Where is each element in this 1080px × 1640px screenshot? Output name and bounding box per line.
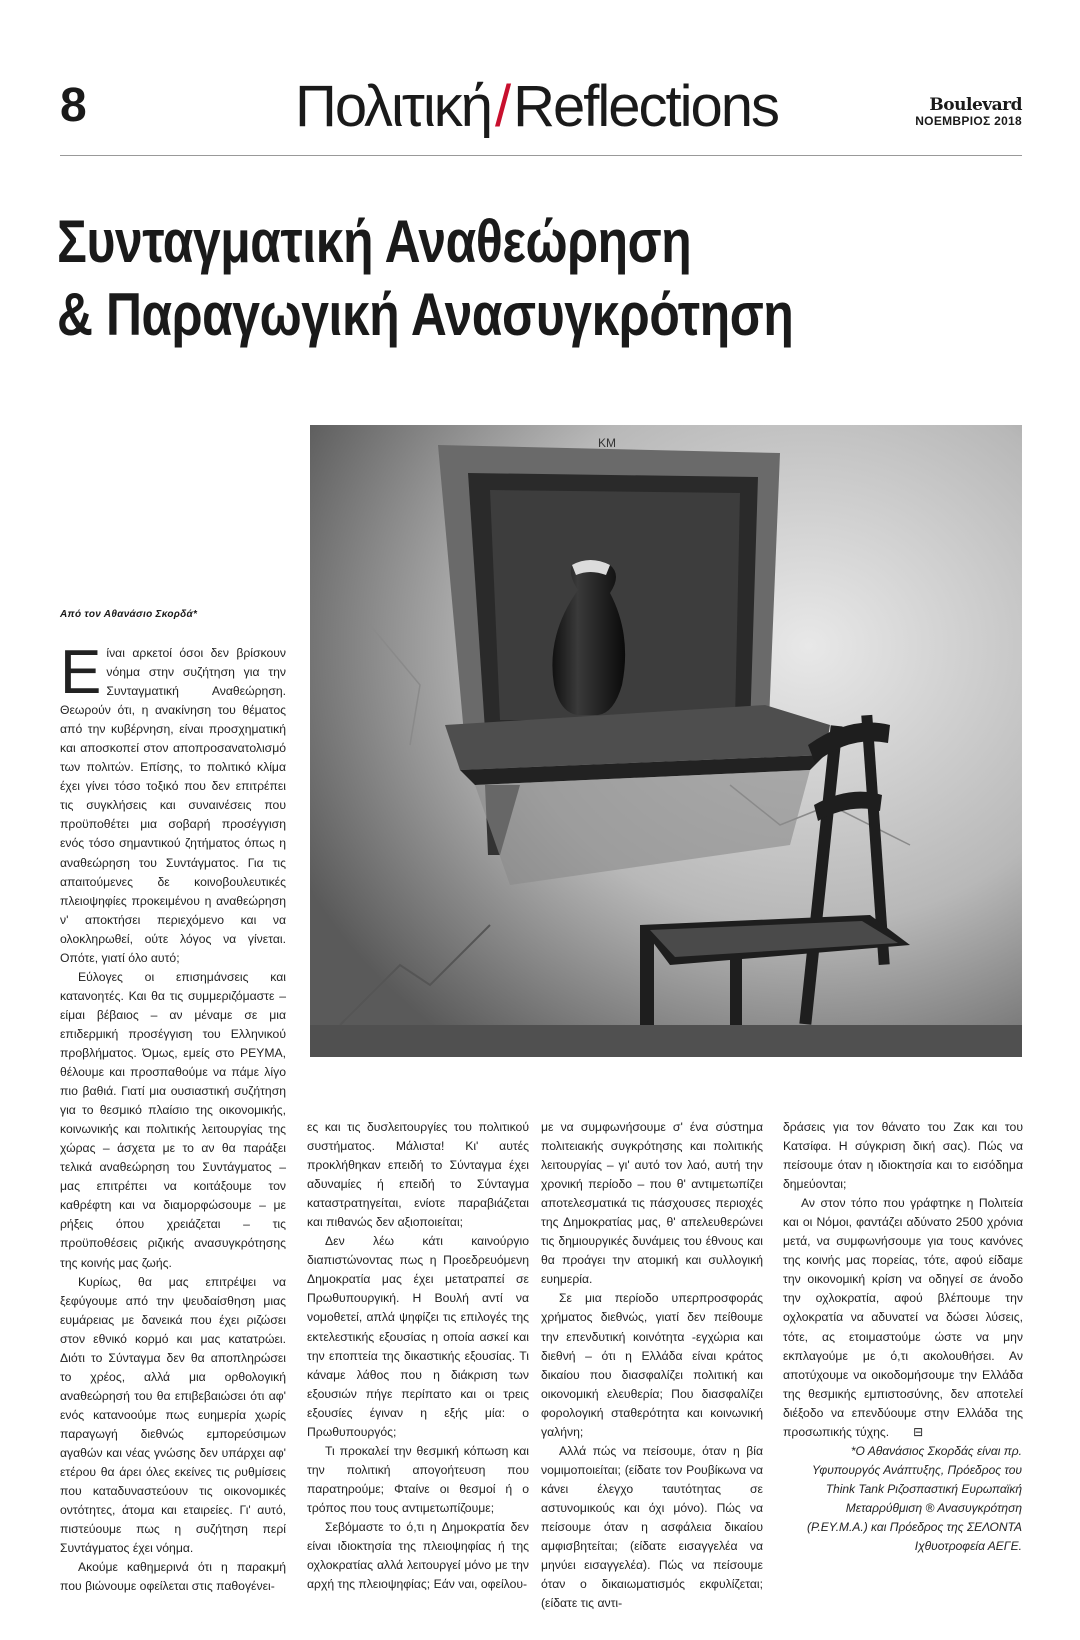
photo-illustration: [310, 425, 1022, 1057]
article-photo: [310, 425, 1022, 1057]
paragraph: Τι προκαλεί την θεσμική κόπωση και την πολιτική απογοήτευση που παρατηρούμε; Φταίνε οι θεσμοί ή ο τρόπος που τους αντιμετωπίζουμε;: [307, 1443, 529, 1515]
text-column-4: [783, 1118, 1023, 1439]
byline: Από τον Αθανάσιο Σκορδά*: [60, 609, 198, 620]
brand-name: Boulevard: [929, 95, 1022, 115]
paragraph: [60, 638, 286, 968]
paragraph: ες και τις δυσλειτουργίες του πολιτικού συστήματος. Μάλιστα! Κι' αυτές προκλήθηκαν επειδή το Σύνταγμα έχει αδυναμίες ή επειδή το Σύνταγμα καταστρατηγείται, ενίοτε παραβιάζεται και πιθανώς δεν αξιοποιείται;: [307, 1120, 529, 1230]
author-note: *Ο Αθανάσιος Σκορδάς είναι πρ. Υφυπουργός Ανάπτυξης, Πρόεδρος του Think Tank Ριζοσπαστική Ευρωπαϊκή Μεταρρύθμιση ® Ανασυγκρότηση (Ρ.ΕΥ.Μ.Α.) και Πρόεδρος της ΣΕΛΟΝΤΑ Ιχθυοτροφεία ΑΕΓΕ.: [807, 1444, 1022, 1553]
section-slash: /: [494, 74, 510, 139]
page-number: 8: [60, 79, 86, 132]
paragraph: Σε μια περίοδο υπερπροσφοράς χρήματος διεθνώς, γιατί δεν πείθουμε την επενδυτική κοινότητα -εγχώρια και διεθνή – ότι η Ελλάδα είναι κράτος δικαίου που διασφαλίζει πολιτική και οικονομική ελευθερία; Που διασφαλίζει φορολογική σταθερότητα και κοινωνική γαλήνη;: [541, 1291, 763, 1439]
issue-date: ΝΟΕΜΒΡΙΟΣ 2018: [915, 113, 1022, 128]
text-column-1: [60, 638, 286, 1594]
paragraph: Σεβόμαστε το ό,τι η Δημοκρατία δεν είναι ιδιοκτησία της πλειοψηφίας ή της οχλοκρατίας αλλά λειτουργεί μόνο με την αρχή της πλειοψηφίας; Εάν ναι, οφείλου-: [307, 1519, 529, 1592]
article-headline: [57, 205, 793, 351]
headline-line-1: Συνταγματική Αναθεώρηση: [57, 208, 692, 275]
paragraph: με να συμφωνήσουμε σ' ένα σύστημα πολιτειακής συγκρότησης και πολιτικής λειτουργίας – γι' αυτό τον λαό, αυτή την χρονική περίοδο – που θ' αντιμετωπίζει αποτελεσματικά τις πάσχουσες περιοχές της Δημοκρατίας μας, θ' απελευθερώνει τις δημιουργικές δυνάμεις του έθνους και θα προάγει την ατομική και συλλογική ευημερία.: [541, 1120, 763, 1287]
masthead-brand: [915, 97, 1022, 127]
section-header: [295, 74, 779, 139]
section-name-greek: Πολιτική: [295, 74, 491, 139]
end-of-article-icon: ⊟: [913, 1424, 924, 1439]
text-column-2: [307, 1118, 529, 1592]
text-column-3: [541, 1118, 763, 1611]
photo-inscription: ΚΜ: [598, 436, 616, 450]
drop-cap: Ε: [60, 638, 102, 707]
headline-line-2: & Παραγωγική Ανασυγκρότηση: [57, 281, 794, 349]
paragraph-text: Αν στον τόπο που γράφτηκε η Πολιτεία και οι Νόμοι, φαντάζει αδύνατο 2500 χρόνια μετά, να συμφωνήσουμε για τους κανόνες της κοινής μας πορείας, τότε, αφού είδαμε την οικονομική κρίση να οδηγεί σε άνοδο την οχλοκρατία, αφού βλέπουμε την οχλοκρατία να αδυνατεί να δώσει λύσεις, τότε, ας ετοιμαστούμε ώστε να μην εκπλαγούμε με ό,τι ακολουθήσει. Αν αποτύχουμε να οικοδομήσουμε την Ελλάδα της θεσμικής εμπιστοσύνης, δεν αποτελεί διέξοδο να επενδύουμε στην Ελλάδα της προσωπικής τύχης.: [783, 1196, 1023, 1439]
header-divider: [60, 155, 1022, 156]
paragraph: Δεν λέω κάτι καινούργιο διαπιστώνοντας πως η Προεδρευόμενη Δημοκρατία μας έχει μετατραπεί σε Πρωθυπουργική. Η Βουλή αντί να νομοθετεί, απλά ψηφίζει τις επιλογές της εκτελεστικής εξουσίας η οποία ασκεί και την εποπτεία της δικαστικής εξουσίας. Τι κάναμε λάθος που η διάκριση των εξουσιών πήγε περίπατο και οι τρεις εξουσίες έγιναν η εξής μία: ο Πρωθυπουργός;: [307, 1234, 529, 1439]
paragraph-text: ίναι αρκετοί όσοι δεν βρίσκουν νόημα στην συζήτηση για την Συνταγματική Αναθεώρηση. Θεωρούν ότι, η ανακίνηση του θέματος από την κυβέρνηση, είναι προσχηματική και αποσκοπεί στον αποπροσανατολισμό των πολιτών. Επίσης, το πολιτικό κλίμα έχει γίνει τόσο τοξικό που δεν επιτρέπει τις συγκλήσεις και συναινέσεις που προϋποθέτει μια σοβαρή προσέγγιση ενός τόσο σημαντικού ζητήματος όπως η αναθεώρηση του Συντάγματος. Για τις απαιτούμενες δε κοινοβουλευτικές πλειοψηφίες προκειμένου η αναθεώρηση ν' αποκτήσει περιεχόμενο και να ολοκληρωθεί, ούτε λόγος να γίνεται. Οπότε, γιατί όλο αυτό;: [60, 646, 286, 965]
paragraph: Αλλά πώς να πείσουμε, όταν η βία νομιμοποιείται; (είδατε τον Ρουβίκωνα να κάνει έλεγχο ταυτότητας σε αστυνομικούς και όχι μόνο). Πώς να πείσουμε όταν η ασφάλεια δικαίου αμφισβητείται; (είδατε εισαγγελέα να μηνύει εισαγγελέα). Πώς να πείσουμε όταν ο δικαιωματισμός εκφυλίζεται; (είδατε τις αντι-: [541, 1443, 763, 1611]
paragraph: Ακούμε καθημερινά ότι η παρακμή που βιώνουμε οφείλεται στις παθογένει-: [60, 1560, 286, 1594]
paragraph: Κυρίως, θα μας επιτρέψει να ξεφύγουμε από την ψευδαίσθηση μιας ευμάρειας με δανεικά που έχει ριζώσει στον εθνικό κορμό και μας κατατρώει. Διότι το Σύνταγμα δεν θα αποπληρώσει το χρέος, αλλά μια ορθολογική αναθεώρησή του θα επιβεβαιώσει ότι αφ' ενός κατανοούμε πως ευημερία χωρίς παραγωγή διεθνώς εμπορεύσιμων αγαθών και νέας γνώσης δεν υπάρχει αφ' ετέρου θα άρει όλες εκείνες τις ρυθμίσεις που καταδυναστεύουν τις οικονομικές οντότητες, άτομα και εταιρείες. Γι' αυτό, πιστεύουμε πως η συζήτηση περί Συντάγματος έχει νόημα.: [60, 1274, 286, 1556]
floor: [310, 1025, 1022, 1057]
paragraph: Εύλογες οι επισημάνσεις και κατανοητές. Και θα τις συμμεριζόμαστε – είμαι βέβαιος – αν μέναμε σε μια επιδερμική προσέγγιση του Ελληνικού προβλήματος. Όμως, εμείς στο ΡΕΥΜΑ, θέλουμε και προσπαθούμε να πάμε λίγο πιο βαθιά. Γιατί μια ουσιαστική συζήτηση για το θεσμικό πλαίσιο της οικονομικής, κοινωνικής και πολιτικής λειτουργίας της χώρας – άσχετα με το αν θα παράξει τελικά αναθεώρηση του Συντάγματος – μας επιτρέπει να κοιτάξουμε τον καθρέφτη και να διαμορφώσουμε – με ρήξεις όπου χρειάζεται – τις προϋποθέσεις ριζικής ανασυγκρότησης της κοινής μας ζωής.: [60, 969, 286, 1270]
paragraph: δράσεις για τον θάνατο του Ζακ και του Κατσίφα. Η σύγκριση δική σας). Πώς να πείσουμε όταν η ιδιοκτησία και το εισόδημα δημεύονται;: [783, 1120, 1023, 1192]
paragraph: [783, 1194, 1023, 1442]
section-name-english: Reflections: [513, 74, 779, 139]
